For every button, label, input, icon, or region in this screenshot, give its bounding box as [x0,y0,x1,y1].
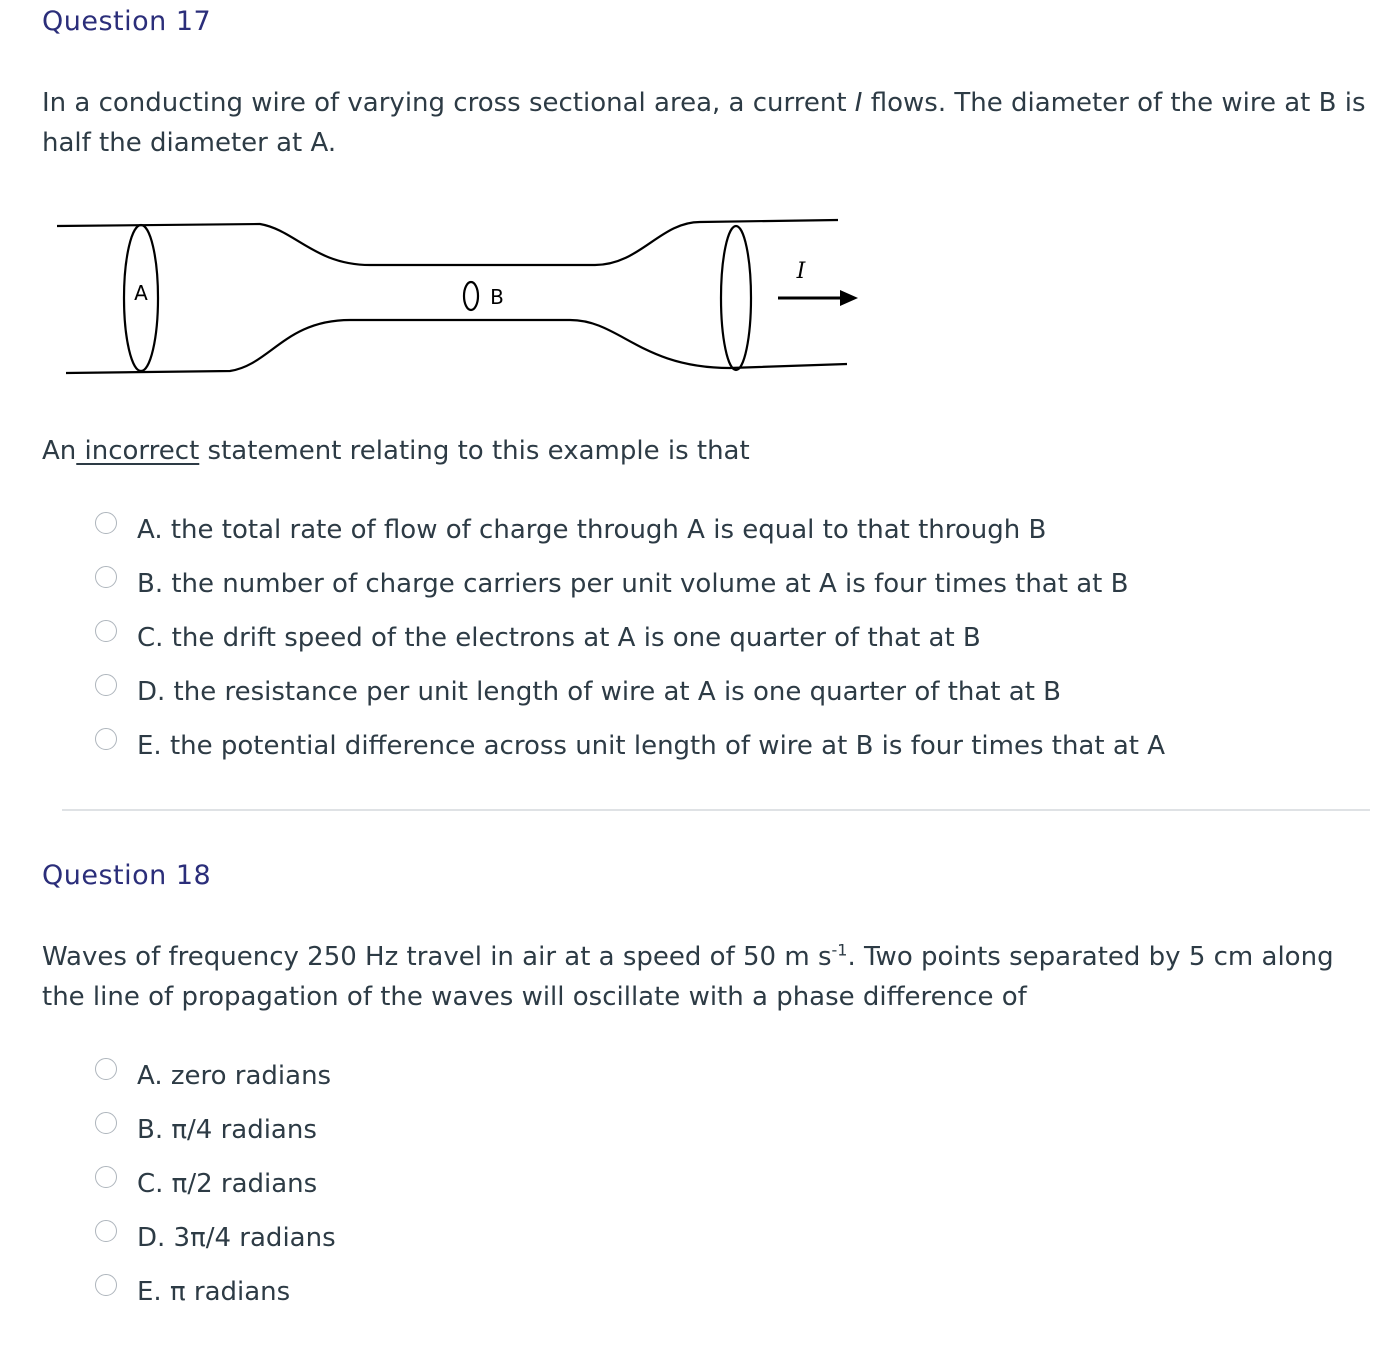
option-row[interactable] [95,1265,336,1319]
option-row[interactable] [95,611,1165,665]
radio-button[interactable] [95,620,117,642]
radio-button[interactable] [95,728,117,750]
question-17-text-part1: In a conducting wire of varying cross sectional area, a current [42,88,855,118]
unit-exponent: -1 [831,940,848,960]
prompt-pre: An [42,436,77,466]
question-17-text-part2: flows. The diameter of the wire at B is half the diameter at A. [42,88,1366,158]
cross-section-right [721,226,751,370]
wire-diagram [50,210,870,380]
question-17-prompt [42,431,1372,471]
radio-button[interactable] [95,1220,117,1242]
option-label[interactable]: C. the drift speed of the electrons at A is one quarter of that at B [137,623,981,653]
cross-section-b [464,282,478,310]
prompt-post: statement relating to this example is that [199,436,750,466]
current-arrow-head [840,290,858,306]
option-label[interactable]: E. π radians [137,1277,291,1307]
label-current: I [796,259,806,284]
radio-button[interactable] [95,1274,117,1296]
question-18-title: Question 18 [42,860,212,891]
option-label[interactable]: C. π/2 radians [137,1169,318,1199]
question-18-text-part2: . Two points separated by 5 cm along the line of propagation of the waves will oscillate with a phase difference of [42,942,1334,1012]
option-label[interactable]: E. the potential difference across unit length of wire at B is four times that at A [137,731,1165,761]
question-divider [62,809,1370,811]
option-row[interactable] [95,1103,336,1157]
radio-button[interactable] [95,1058,117,1080]
question-17-options [95,503,1165,773]
option-label[interactable]: B. π/4 radians [137,1115,317,1145]
label-a: A [134,281,148,305]
current-symbol: I [854,88,863,118]
option-row[interactable] [95,665,1165,719]
option-row[interactable] [95,1049,336,1103]
radio-button[interactable] [95,566,117,588]
label-b: B [490,285,504,309]
radio-button[interactable] [95,674,117,696]
option-label[interactable]: A. the total rate of flow of charge through A is equal to that through B [137,515,1047,545]
radio-button[interactable] [95,512,117,534]
question-17-text [42,83,1372,163]
option-label[interactable]: D. the resistance per unit length of wire at A is one quarter of that at B [137,677,1061,707]
radio-button[interactable] [95,1166,117,1188]
option-row[interactable] [95,557,1165,611]
wire-top-edge [57,220,838,265]
radio-button[interactable] [95,1112,117,1134]
question-18-text-part1: Waves of frequency 250 Hz travel in air at a speed of 50 m s [42,942,832,972]
option-row[interactable] [95,719,1165,773]
option-row[interactable] [95,503,1165,557]
option-row[interactable] [95,1211,336,1265]
question-18-text [42,937,1372,1017]
question-18-options [95,1049,336,1319]
option-row[interactable] [95,1157,336,1211]
option-label[interactable]: D. 3π/4 radians [137,1223,336,1253]
question-17-title: Question 17 [42,6,212,37]
option-label[interactable]: A. zero radians [137,1061,332,1091]
prompt-underlined-word: incorrect [76,436,200,466]
option-label[interactable]: B. the number of charge carriers per unit volume at A is four times that at B [137,569,1129,599]
